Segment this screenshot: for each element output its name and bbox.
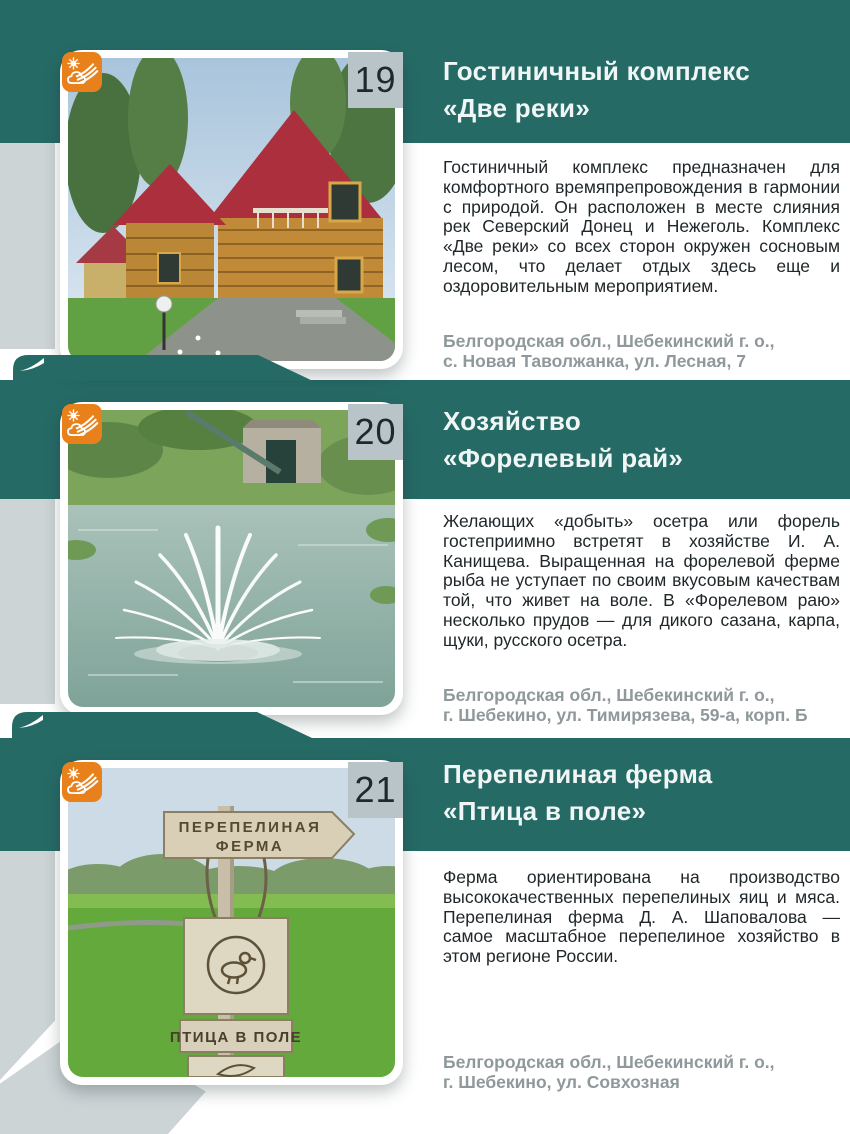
section3-gray-panel xyxy=(0,851,55,1080)
photo-card-hotel-two-rivers xyxy=(60,50,403,369)
sun-field-cloud-icon xyxy=(65,765,99,799)
sign-top-text-line2: ФЕРМА xyxy=(215,838,285,855)
sun-field-cloud-icon xyxy=(65,407,99,441)
sun-field-cloud-icon xyxy=(65,55,99,89)
address-line1: Белгородская обл., Шебекинский г. о., xyxy=(443,685,775,705)
section3-body-block xyxy=(443,868,840,967)
section2-folder-tab xyxy=(13,355,313,381)
card-title-line1: Гостиничный комплекс xyxy=(443,56,750,86)
photo-card-trout-farm xyxy=(60,402,403,715)
section1-title-block xyxy=(443,53,840,127)
card-description: Гостиничный комплекс предназначен для комфортного времяпрепровождения в гармонии с природой. Он расположен в месте слияния рек Северский Донец и Нежеголь. Комплекс «Две реки» со всех сторон окружен сосновым лесом, что делает отдых здесь еще и оздоровительным мероприятием. xyxy=(443,157,840,296)
card-number-badge: 21 xyxy=(348,762,403,818)
hotel-complex-photo xyxy=(68,58,395,361)
card-address xyxy=(443,1052,840,1092)
section1-body-block xyxy=(443,158,840,297)
address-line2: с. Новая Таволжанка, ул. Лесная, 7 xyxy=(443,351,746,371)
section2-gray-panel xyxy=(0,499,55,704)
agro-tourism-badge xyxy=(62,404,102,444)
card-number-badge: 20 xyxy=(348,404,403,460)
section3-title-block xyxy=(443,756,840,830)
section1-address-block xyxy=(443,331,840,371)
card-title-line2: «Птица в поле» xyxy=(443,796,647,826)
card-title-line1: Хозяйство xyxy=(443,406,582,436)
agro-tourism-badge xyxy=(62,762,102,802)
address-line2: г. Шебекино, ул. Совхозная xyxy=(443,1072,680,1092)
card-title-line1: Перепелиная ферма xyxy=(443,759,713,789)
card-address xyxy=(443,685,840,725)
quail-farm-sign-photo xyxy=(68,768,395,1077)
card-address xyxy=(443,331,840,371)
section2-body-block xyxy=(443,512,840,651)
section1-gray-panel xyxy=(0,143,55,349)
section3-address-block xyxy=(443,1052,840,1092)
address-line2: г. Шебекино, ул. Тимирязева, 59-а, корп. Б xyxy=(443,705,808,725)
section2-address-block xyxy=(443,685,840,725)
card-title-line2: «Две реки» xyxy=(443,93,591,123)
card-title-line2: «Форелевый рай» xyxy=(443,443,684,473)
sign-top-text-line1: ПЕРЕПЕЛИНАЯ xyxy=(178,819,322,836)
card-title xyxy=(443,53,840,127)
card-description: Ферма ориентирована на производство высококачественных перепелиных яиц и мяса. Перепелиная ферма Д. А. Шаповалова — самое масштабное перепелиное хозяйство в этом регионе России. xyxy=(443,867,840,967)
card-title xyxy=(443,403,840,477)
card-description: Желающих «добыть» осетра или форель гостеприимно встретят в хозяйстве И. А. Канищева. Выращенная на форелевой ферме рыба не уступает по своим вкусовым качествам той, что живет на воле. В «Форелевом раю» несколько прудов — для дикого сазана, карпа, щуки, русского осетра. xyxy=(443,511,840,650)
photo-card-quail-farm xyxy=(60,760,403,1085)
trout-farm-fountain-photo xyxy=(68,410,395,707)
sign-bottom-text: ПТИЦА В ПОЛЕ xyxy=(169,1029,303,1046)
section3-folder-tab xyxy=(12,712,312,738)
card-number-badge: 19 xyxy=(348,52,403,108)
agro-tourism-badge xyxy=(62,52,102,92)
address-line1: Белгородская обл., Шебекинский г. о., xyxy=(443,331,775,351)
section2-title-block xyxy=(443,403,840,477)
card-title xyxy=(443,756,840,830)
address-line1: Белгородская обл., Шебекинский г. о., xyxy=(443,1052,775,1072)
